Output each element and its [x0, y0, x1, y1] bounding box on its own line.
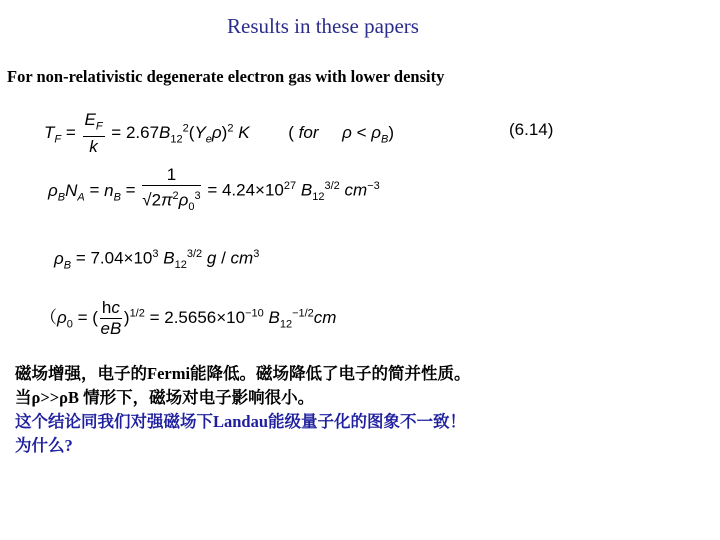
note-line-4: 为什么? — [15, 436, 73, 455]
equation-larmor-radius: （$\rho_0$ = ( $\frac{hc}{eB}$ )$^{1/2} = 2.5656\times 10^{-10}$ $B_{12}^{-1/2}cm$ — [40, 298, 337, 338]
slide-title: Results in these papers — [227, 14, 419, 38]
equation-fermi-temperature: $T_F$ = $\frac{E_F}{k}$ = $2.67B_{12}^2(Y_e\rho)^2$ K ( for $\rho < \rho_B$) — [44, 110, 395, 157]
note-line-1: 磁场增强，电子的Fermi能降低。磁场降低了电子的简并性质。 — [15, 364, 471, 383]
note-line-3: 这个结论同我们对强磁场下Landau能级量子化的图象不一致！ — [15, 412, 467, 431]
equation-density: $\rho_B = 7.04\times 10^3$ $B_{12}^{3/2}$ g / $cm^3$ — [54, 248, 260, 272]
note-line-2: 当ρ>>ρB 情形下，磁场对电子影响很小。 — [15, 388, 315, 407]
slide-subtitle: For non-relativistic degenerate electron gas with lower density — [7, 67, 445, 86]
equation-number: (6.14) — [509, 120, 554, 139]
equation-critical-density: $\rho_BN_A = n_B$ = $\frac{1}{√2\pi^2\rho_0^3}$ = $4.24\times 10^{27}$ $B_{12}^{3/2}$ $cm^{-3}$ — [48, 165, 380, 214]
